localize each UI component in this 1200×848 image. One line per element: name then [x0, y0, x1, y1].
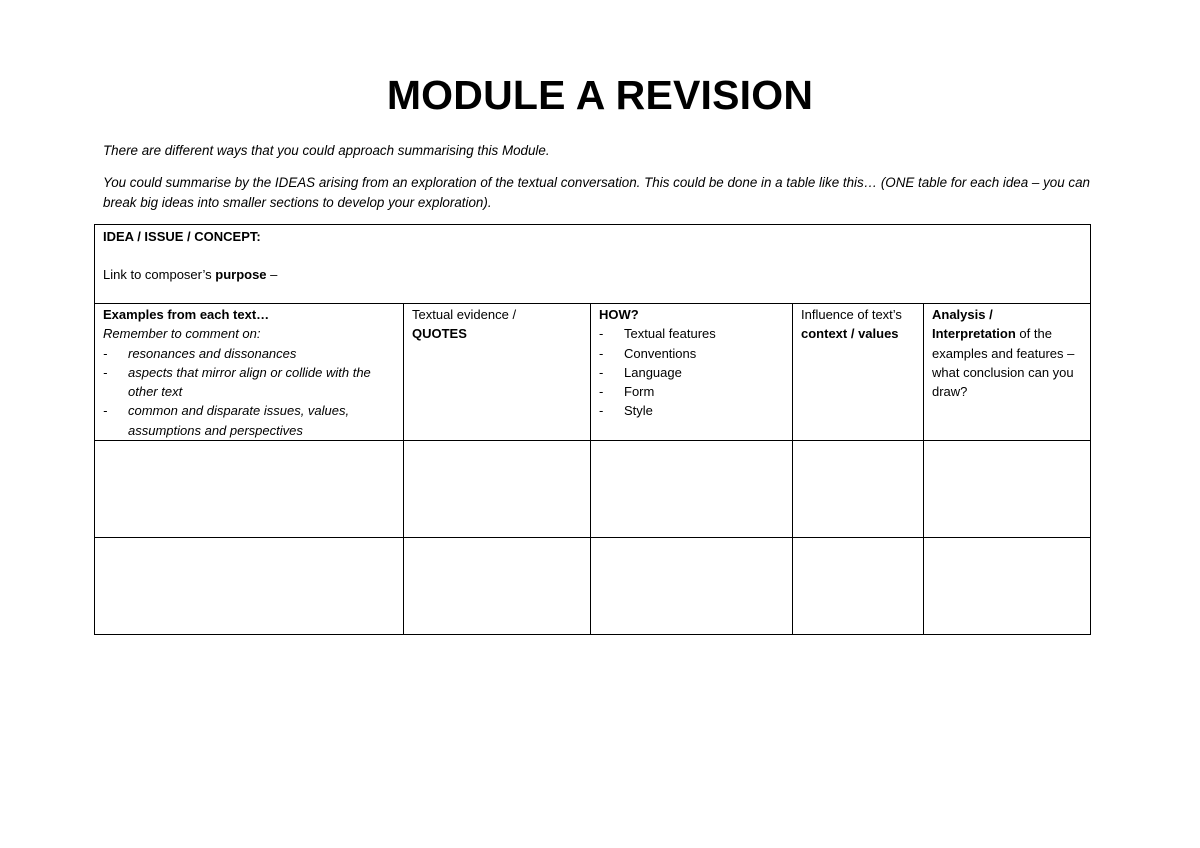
examples-note: Remember to comment on:	[103, 326, 261, 342]
empty-cell[interactable]	[95, 441, 404, 538]
context-header-cell	[793, 304, 924, 441]
how-heading: HOW?	[599, 307, 639, 322]
analysis-heading: Analysis /	[932, 307, 993, 322]
list-item: - resonances and dissonances	[103, 344, 395, 363]
empty-cell[interactable]	[591, 441, 793, 538]
idea-row	[95, 225, 1091, 304]
intro-paragraph-1: There are different ways that you could approach summarising this Module.	[103, 143, 550, 158]
empty-cell[interactable]	[924, 441, 1091, 538]
page-title: MODULE A REVISION	[386, 72, 814, 118]
evidence-header-cell	[404, 304, 591, 441]
analysis-header-cell	[924, 304, 1091, 441]
examples-header-cell	[95, 304, 404, 441]
table-row	[95, 538, 1091, 635]
context-values-heading: context / values	[801, 326, 899, 342]
list-item: - Style	[599, 401, 784, 420]
revision-table	[94, 224, 1091, 635]
list-item: - common and disparate issues, values, assumptions and perspectives	[103, 401, 395, 440]
empty-cell[interactable]	[95, 538, 404, 635]
list-item: - Textual features	[599, 324, 784, 343]
quotes-heading: QUOTES	[412, 326, 467, 342]
intro-paragraph-2: You could summarise by the IDEAS arising from an exploration of the textual conversation. This could be done in a table like this… (ONE table for each idea – you can break big ideas into smaller sections to develop your exploration).	[103, 175, 1090, 210]
examples-list	[103, 344, 395, 440]
how-header-cell	[591, 304, 793, 441]
list-item: - Form	[599, 382, 784, 401]
empty-cell[interactable]	[793, 441, 924, 538]
list-item: - aspects that mirror align or collide with the other text	[103, 363, 395, 402]
empty-cell[interactable]	[404, 441, 591, 538]
empty-cell[interactable]	[924, 538, 1091, 635]
list-item: - Conventions	[599, 344, 784, 363]
idea-cell[interactable]	[95, 225, 1091, 304]
context-heading: Influence of text’s	[801, 307, 902, 322]
evidence-heading: Textual evidence /	[412, 307, 517, 322]
how-list	[599, 324, 784, 420]
empty-cell[interactable]	[404, 538, 591, 635]
idea-heading: IDEA / ISSUE / CONCEPT:	[103, 229, 261, 244]
purpose-link: Link to composer’s purpose –	[103, 267, 278, 283]
list-item: - Language	[599, 363, 784, 382]
empty-cell[interactable]	[591, 538, 793, 635]
empty-cell[interactable]	[793, 538, 924, 635]
header-row	[95, 304, 1091, 441]
analysis-description: Interpretation of the examples and features – what conclusion can you draw?	[932, 326, 1075, 400]
examples-heading: Examples from each text…	[103, 307, 270, 322]
table-row	[95, 441, 1091, 538]
